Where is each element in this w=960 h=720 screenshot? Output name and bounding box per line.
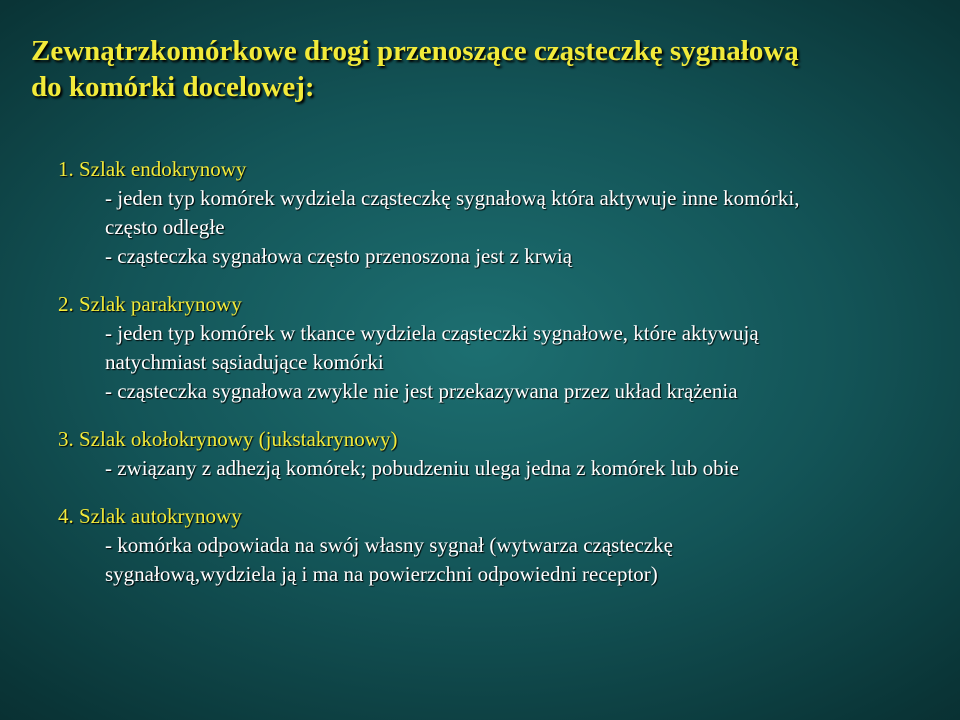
- slide-title: [31, 33, 931, 105]
- section-line: - cząsteczka sygnałowa zwykle nie jest przekazywana przez układ krążenia: [105, 379, 738, 403]
- section-juxtacrine: [58, 425, 938, 483]
- section-line: - cząsteczka sygnałowa często przenoszona jest z krwią: [105, 244, 573, 268]
- section-heading: 4. Szlak autokrynowy: [58, 504, 242, 528]
- section-heading: 1. Szlak endokrynowy: [58, 157, 247, 181]
- section-autocrine: [58, 502, 938, 589]
- section-paracrine: [58, 290, 938, 406]
- section-line: - komórka odpowiada na swój własny sygnał (wytwarza cząsteczkę: [105, 533, 673, 557]
- section-line: natychmiast sąsiadujące komórki: [105, 350, 384, 374]
- section-endocrine: [58, 155, 938, 271]
- section-line: - związany z adhezją komórek; pobudzeniu ulega jedna z komórek lub obie: [105, 456, 739, 480]
- slide-title-line-2: do komórki docelowej:: [31, 71, 315, 103]
- section-heading: 3. Szlak okołokrynowy (jukstakrynowy): [58, 427, 398, 451]
- section-line: - jeden typ komórek wydziela cząsteczkę sygnałową która aktywuje inne komórki,: [105, 186, 800, 210]
- section-line: - jeden typ komórek w tkance wydziela cząsteczki sygnałowe, które aktywują: [105, 321, 759, 345]
- slide-body: [58, 155, 938, 589]
- section-heading: 2. Szlak parakrynowy: [58, 292, 242, 316]
- section-line: często odległe: [105, 215, 225, 239]
- slide-title-line-1: Zewnątrzkomórkowe drogi przenoszące cząsteczkę sygnałową: [31, 35, 799, 67]
- section-line: sygnałową,wydziela ją i ma na powierzchni odpowiedni receptor): [105, 562, 658, 586]
